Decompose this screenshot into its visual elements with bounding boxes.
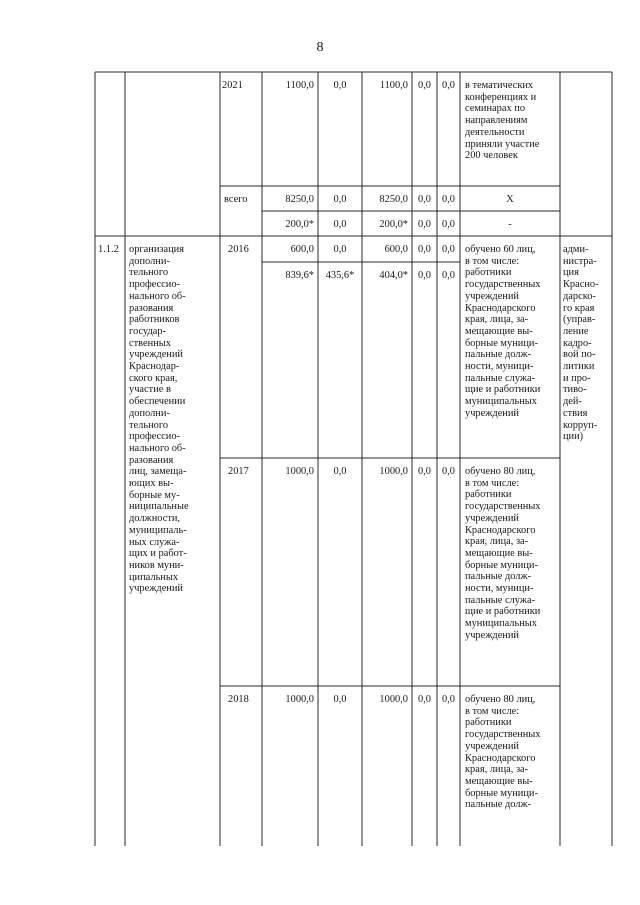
year-2018: 2018 [228,694,249,705]
total-2021: 1100,0 [285,80,314,91]
federal-2021: 0,0 [333,80,347,91]
page-number: 8 [316,40,324,55]
totals-result: Х [506,194,514,205]
result-2016: обучено 60 лиц, в том числе: работники государственных учреждений Краснодарского края, лица, за- мещающие вы- борные муници- пальные долж- ности, муници- пальные служа- щие и работники муниципальных учреждений [465,244,541,419]
item-title: организация дополни- тельного профессио- нального об- разования работников государ- ственных учреждений Краснодар- ского края, участие в обеспечении дополни- тельного профессио- нального об- разования лиц, замеща- ющих вы- борные му- ниципальные должности, муниципаль- ных служа- щих и работ- ников муни- ципальных учреждений [129,244,189,595]
year-2017: 2017 [228,466,249,477]
local2-2016: 0,0 [418,270,431,281]
total-2017: 1000,0 [285,466,314,477]
item-responsible: адми- нистра- ция Красно- дарско- го края (управ- ление кадро- вой по- литики и про- тиво- дей- ствия корруп- ции) [563,244,599,443]
totals2-result: - [508,219,512,230]
totals2-federal: 0,0 [333,219,347,230]
totals-total: 8250,0 [285,194,314,205]
result-2018: обучено 80 лиц, в том числе: работники государственных учреждений Краснодарского края, лица, за- мещающие вы- борные муници- пальные долж- [465,694,541,811]
local-2017: 0,0 [418,466,431,477]
local-2021: 0,0 [418,80,431,91]
local-2016: 0,0 [418,244,431,255]
totals2-local: 0,0 [418,219,431,230]
other-2016: 0,0 [442,244,455,255]
total-2016: 600,0 [290,244,314,255]
result-2021: в тематических конференциях и семинарах по направлениям деятельности приняли участие 200 человек [465,80,540,162]
result-2017: обучено 80 лиц, в том числе: работники государственных учреждений Краснодарского края, лица, за- мещающие вы- борные муници- пальные долж- ности, муници- пальные служа- щие и работники муниципальных учреждений [465,466,541,641]
other-2021: 0,0 [442,80,455,91]
year-2021: 2021 [222,80,243,91]
total-2018: 1000,0 [285,694,314,705]
regional-2018: 1000,0 [379,694,408,705]
item-number: 1.1.2 [98,244,119,255]
regional-2021: 1100,0 [379,80,408,91]
regional2-2016: 404,0* [379,270,408,281]
federal-2017: 0,0 [333,466,347,477]
totals2-total: 200,0* [285,219,314,230]
year-2016: 2016 [228,244,249,255]
other-2018: 0,0 [442,694,455,705]
total2-2016: 839,6* [285,270,314,281]
other-2017: 0,0 [442,466,455,477]
regional-2017: 1000,0 [379,466,408,477]
totals2-other: 0,0 [442,219,455,230]
totals-federal: 0,0 [333,194,347,205]
local-2018: 0,0 [418,694,431,705]
totals-label: всего [224,194,248,205]
totals-other: 0,0 [442,194,455,205]
federal-2018: 0,0 [333,694,347,705]
other2-2016: 0,0 [442,270,455,281]
totals2-regional: 200,0* [379,219,408,230]
totals-regional: 8250,0 [379,194,408,205]
federal2-2016: 435,6* [325,270,355,281]
regional-2016: 600,0 [384,244,408,255]
totals-local: 0,0 [418,194,431,205]
federal-2016: 0,0 [333,244,347,255]
